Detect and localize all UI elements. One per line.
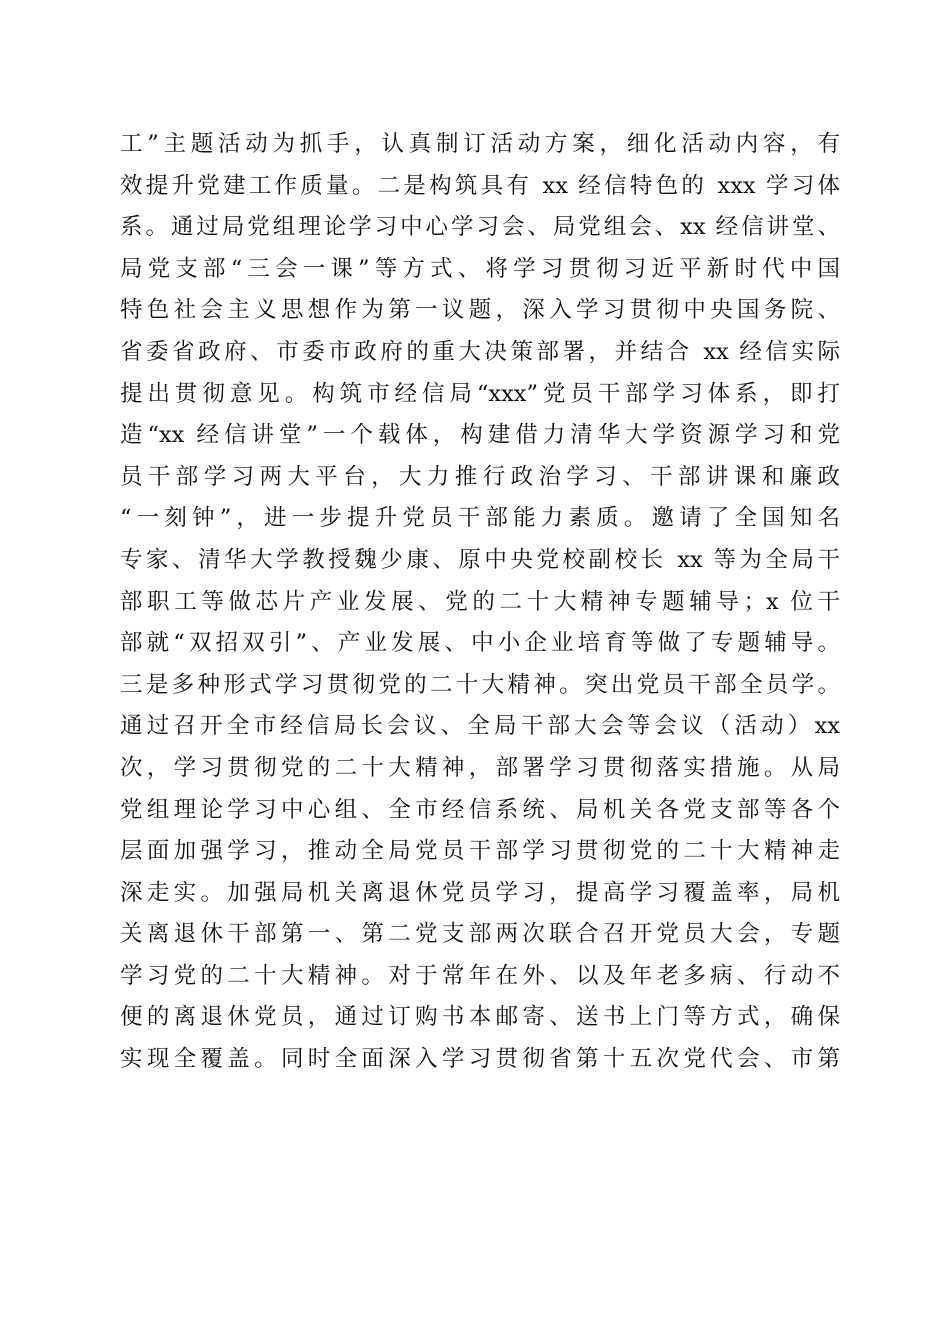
text-line: 局党支部“三会一课”等方式、将学习贯彻习近平新时代中国 xyxy=(120,255,840,282)
text-line: 造“xx 经信讲堂”一个载体，构建借力清华大学资源学习和党 xyxy=(120,422,840,449)
text-line: 提出贯彻意见。构筑市经信局“xxx”党员干部学习体系，即打 xyxy=(120,380,840,407)
text-line: “一刻钟”，进一步提升党员干部能力素质。邀请了全国知名 xyxy=(120,505,840,532)
text-line: 部就“双招双引”、产业发展、中小企业培育等做了专题辅导。 xyxy=(120,630,840,657)
text-line: 便的离退休党员，通过订购书本邮寄、送书上门等方式，确保 xyxy=(120,1004,840,1031)
text-line: 关离退休干部第一、第二党支部两次联合召开党员大会，专题 xyxy=(120,921,840,948)
text-line: 效提升党建工作质量。二是构筑具有 xx 经信特色的 xxx 学习体 xyxy=(120,172,840,199)
text-line: 专家、清华大学教授魏少康、原中央党校副校长 xx 等为全局干 xyxy=(120,546,840,573)
text-line: 工”主题活动为抓手，认真制订活动方案，细化活动内容，有 xyxy=(120,131,840,157)
text-line: 系。通过局党组理论学习中心学习会、局党组会、xx 经信讲堂、 xyxy=(120,214,840,241)
text-line: 层面加强学习，推动全局党员干部学习贯彻党的二十大精神走 xyxy=(120,838,840,865)
text-line: 三是多种形式学习贯彻党的二十大精神。突出党员干部全员学。 xyxy=(120,671,840,698)
text-line: 次，学习贯彻党的二十大精神，部署学习贯彻落实措施。从局 xyxy=(120,754,840,781)
text-line: 特色社会主义思想作为第一议题，深入学习贯彻中央国务院、 xyxy=(120,297,840,324)
text-line: 员干部学习两大平台，大力推行政治学习、干部讲课和廉政 xyxy=(120,463,840,490)
text-line: 省委省政府、市委市政府的重大决策部署，并结合 xx 经信实际 xyxy=(120,338,840,365)
text-line: 实现全覆盖。同时全面深入学习贯彻省第十五次党代会、市第 xyxy=(120,1046,840,1073)
text-line: 部职工等做芯片产业发展、党的二十大精神专题辅导；x 位干 xyxy=(120,588,840,615)
text-line: 深走实。加强局机关离退休党员学习，提高学习覆盖率，局机 xyxy=(120,879,840,906)
text-line: 学习党的二十大精神。对于常年在外、以及年老多病、行动不 xyxy=(120,962,840,989)
body-paragraph xyxy=(120,124,840,1081)
text-line: 党组理论学习中心组、全市经信系统、局机关各党支部等各个 xyxy=(120,796,840,823)
text-line: 通过召开全市经信局长会议、全局干部大会等会议（活动）xx xyxy=(120,713,840,740)
